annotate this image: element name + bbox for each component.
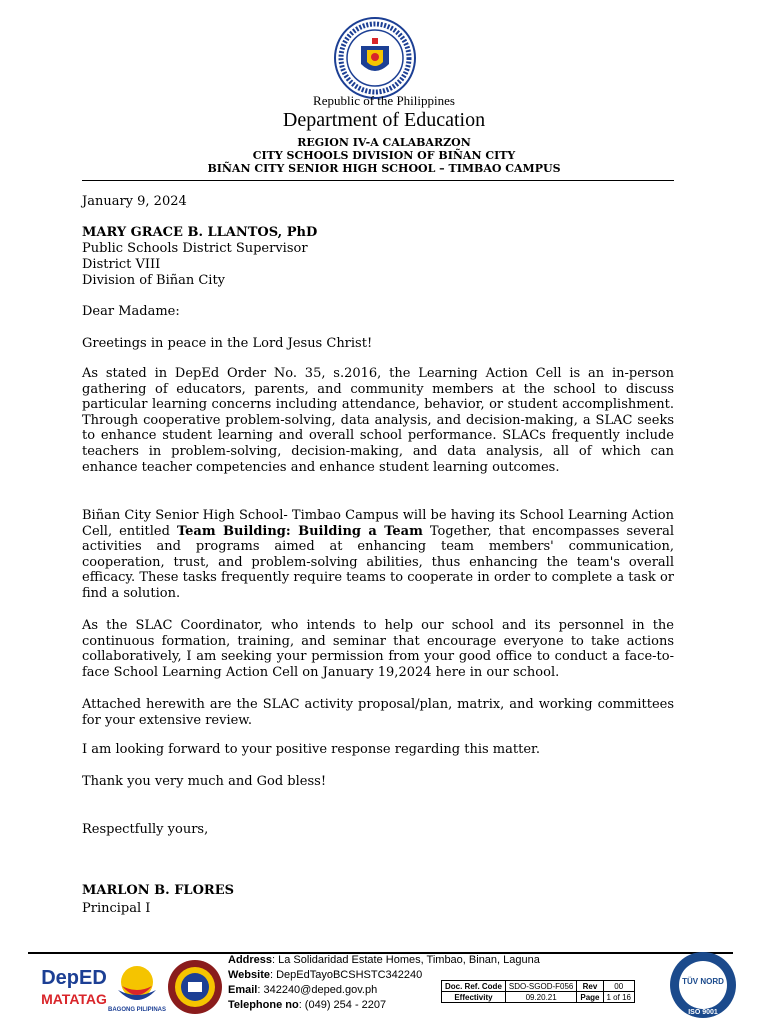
rev-value: 00 [603,981,634,992]
paragraph-6: Thank you very much and God bless! [82,774,327,789]
website-label: Website [228,969,270,981]
paragraph-4: Attached herewith are the SLAC activity proposal/plan, matrix, and working committees for your extensive review. [82,697,674,728]
header-division: CITY SCHOOLS DIVISION OF BIÑAN CITY [252,149,516,162]
effectivity-label: Effectivity [442,992,506,1003]
page-label: Page [577,992,603,1003]
recipient-division: Division of Biñan City [82,273,226,288]
paragraph-5: I am looking forward to your positive response regarding this matter. [82,742,540,757]
iso-text: ISO 9001 [688,1009,718,1016]
bagong-pilipinas-text: BAGONG PILIPINAS [108,1007,166,1013]
email-label: Email [228,984,258,996]
effectivity-row [442,992,635,1003]
header-republic: Republic of the Philippines [313,93,455,108]
recipient-position: Public Schools District Supervisor [82,241,308,256]
website-value: : DepEdTayoBCSHSTC342240 [269,969,423,981]
deped-seal-logo [333,16,417,100]
salutation: Dear Madame: [82,304,180,319]
signer-title: Principal I [82,901,151,916]
doc-ref-label: Doc. Ref. Code [442,981,506,992]
paragraph-2-intro: Biñan City Senior High School- Timbao Campus will be having its School Learning Action Cell, entitled [82,508,674,539]
matatag-logo-text: MATATAG [41,991,107,1007]
header-divider [82,180,674,181]
header-region: REGION IV-A CALABARZON [297,136,471,149]
paragraph-2 [82,508,674,602]
tuv-iso-logo [668,950,738,1020]
doc-ref-table [441,980,635,1003]
slac-title: Team Building: Building a Team [176,523,423,539]
recipient-name: MARY GRACE B. LLANTOS, PhD [82,225,318,240]
footer-address [228,953,540,967]
letter-date: January 9, 2024 [82,194,187,209]
doc-ref-row [442,981,635,992]
effectivity-value: 09.20.21 [505,992,576,1003]
signer-name: MARLON B. FLORES [82,883,234,898]
paragraph-2-rest: Together, that encompasses several activities and programs aimed at enhancing team members' communication, cooperation, trust, and problem-solving abilities, thus enhancing the team's overall efficacy. These tasks frequently require teams to cooperate in order to complete a task or find a solution. [82,523,674,601]
doc-ref-value: SDO-SGOD-F056 [505,981,576,992]
sdo-binan-seal [166,958,224,1016]
telephone-value: : (049) 254 - 2207 [298,999,387,1011]
deped-matatag-logo [38,962,110,1012]
footer-website [228,968,422,982]
paragraph-3: As the SLAC Coordinator, who intends to help our school and its personnel in the continuous formation, training, and seminar that encourage everyone to take actions collaboratively, I am seeking your permission from your good office to conduct a face-to-face School Learning Action Cell on January 19,2024 here in our school. [82,618,674,680]
rev-label: Rev [577,981,603,992]
footer-telephone [228,998,386,1012]
header-school: BIÑAN CITY SENIOR HIGH SCHOOL – TIMBAO CAMPUS [207,162,561,175]
footer-email [228,983,377,997]
address-label: Address [228,954,273,966]
recipient-district: District VIII [82,257,161,272]
bagong-pilipinas-logo [108,960,166,1014]
email-value: : 342240@deped.gov.ph [257,984,378,996]
deped-logo-text: DepED [41,967,107,989]
tuv-text: TÜV NORD [682,977,724,986]
page-value: 1 of 16 [603,992,634,1003]
address-value: : La Solidaridad Estate Homes, Timbao, Binan, Laguna [272,954,540,966]
header-department: Department of Education [282,109,486,131]
telephone-label: Telephone no [228,999,299,1011]
closing: Respectfully yours, [82,822,209,837]
greeting: Greetings in peace in the Lord Jesus Christ! [82,336,373,351]
paragraph-1: As stated in DepEd Order No. 35, s.2016, the Learning Action Cell is an in-person gathering of educators, parents, and community members at the school to discuss particular learning concerns including attendance, behavior, or student accomplishment. Through cooperative problem-solving, data analysis, and decision-making, a SLAC seeks to enhance student learning and overall school performance. SLACs frequently include teachers in problem-solving, decision-making, and data analysis, all of which can enhance teacher competencies and enhance student learning outcomes. [82,366,674,475]
